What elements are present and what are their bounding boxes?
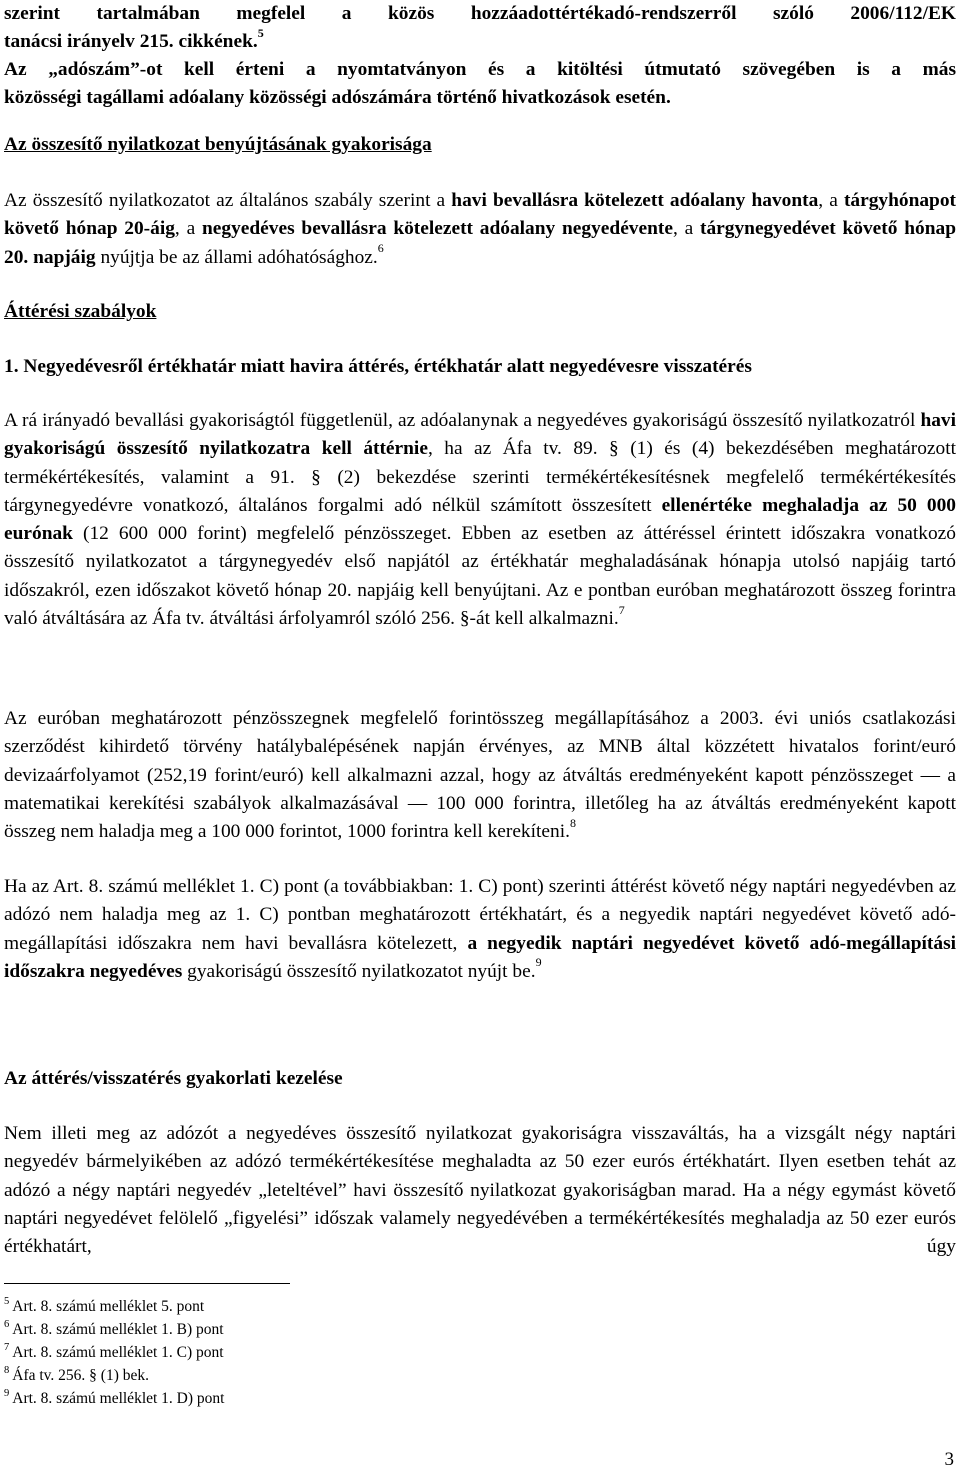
page-number: 3 xyxy=(944,1449,954,1470)
text-run: A rá irányadó bevallási gyakoriságtól függetlenül, az adóalanynak a negyedéves gyakoriságú összesítő nyilatkozatról xyxy=(4,410,921,431)
section-heading-frequency: Az összesítő nyilatkozat benyújtásának gyakorisága xyxy=(4,134,432,155)
footnote-number: 7 xyxy=(4,1341,10,1353)
practice-paragraph: Nem illeti meg az adózót a negyedéves összesítő nyilatkozat gyakoriságra visszaváltás, ha a vizsgált négy naptári negyedév bármelyikében az adózó termékértékesítése meghaladta az 50 ezer eurós értékhatárt. Ilyen esetben tehát az adózó a négy naptári negyedév „leteltével” havi összesítő nyilatkozat gyakoriságban marad. Ha a négy egymást követő naptári negyedévet felölelő „figyelési” időszak valamely negyedévében a termékértékesítés meghaladja az 50 ezer eurós értékhatárt, úgy xyxy=(4,1123,956,1258)
footnote-ref: 9 xyxy=(535,955,542,970)
intro-line xyxy=(4,25,956,56)
text-run: Az összesítő nyilatkozatot az általános szabály szerint a xyxy=(4,190,452,211)
footnote-text: Art. 8. számú melléklet 1. D) pont xyxy=(12,1390,225,1407)
intro-block xyxy=(4,0,956,112)
text-run: Az euróban meghatározott pénzösszegnek megfelelő forintösszeg megállapításához a 2003. évi uniós csatlakozási szerződést kihirdető törvény hatálybalépésének napján érvényes, az MNB által közzétett hivatalos forint/euró devizaárfolyamot (252,19 forint/euró) kell alkalmazni azzal, hogy az átváltás eredményeként kapott pénzösszeget — a matematikai kerekítési szabályok alkalmazásával — 100 000 forintra, illetőleg ha az átváltás eredményeként kapott összeg nem haladja meg a 100 000 forintot, 1000 forintra kell kerekíteni. xyxy=(4,708,956,843)
text-run: nyújtja be az állami adóhatósághoz. xyxy=(95,246,378,268)
bold-run: tárgynegyedévet követő hónap 20. napjáig xyxy=(4,218,956,268)
bold-run: ellenértéke meghaladja az 50 000 eurónak xyxy=(4,494,957,545)
text-run: gyakoriságú összesítő nyilatkozatot nyújt be. xyxy=(182,960,536,982)
section-heading-transition: Áttérési szabályok xyxy=(4,301,157,322)
footnote-ref: 5 xyxy=(257,25,264,40)
text-run: (12 600 000 forint) megfelelő pénzösszeget. Ebben az esetben az áttéréssel érintett időszakra vonatkozó összesítő nyilatkozatot a tárgynegyedév első napjától az értékhatár meghaladásának hónapja utolsó napjáig tartó időszakról, ezen időszakot követő hónap 20. napjáig kell benyújtani. Az e pontban euróban meghatározott összeg forintra való átváltására az Áfa tv. átváltási árfolyamról szóló 256. §-át kell alkalmazni. xyxy=(4,523,956,630)
intro-line-text: tanácsi irányelv 215. cikkének. xyxy=(4,31,258,52)
footnote-text: Áfa tv. 256. § (1) bek. xyxy=(12,1367,149,1384)
text-run: , a xyxy=(818,190,844,211)
footnote-number: 8 xyxy=(4,1364,10,1376)
footnote-text: Art. 8. számú melléklet 1. B) pont xyxy=(12,1321,224,1338)
frequency-paragraph xyxy=(4,187,956,272)
footnote xyxy=(4,1341,224,1362)
intro-line: közösségi tagállami adóalany közösségi adószámára történő hivatkozások esetén. xyxy=(4,87,671,108)
subheading-transition-1: 1. Negyedévesről értékhatár miatt havira áttérés, értékhatár alatt negyedévesre visszatérés xyxy=(4,356,752,377)
section-heading-practice: Az áttérés/visszatérés gyakorlati kezelése xyxy=(4,1068,343,1089)
footnote xyxy=(4,1318,224,1339)
footnote-text: Art. 8. számú melléklet 5. pont xyxy=(12,1298,205,1315)
text-run: , a xyxy=(672,218,701,240)
bold-run: negyedéves bevallásra kötelezett adóalany negyedévente xyxy=(201,218,673,240)
bold-run: havi gyakoriságú összesítő nyilatkozatra kell áttérnie xyxy=(4,410,956,460)
text-run: , a xyxy=(174,218,202,240)
footnote-ref: 8 xyxy=(569,815,576,830)
footnote-ref: 6 xyxy=(377,241,384,256)
footnote-number: 5 xyxy=(4,1295,10,1307)
footnote xyxy=(4,1387,225,1408)
transition-paragraph-1 xyxy=(4,407,956,633)
footnote-number: 6 xyxy=(4,1318,10,1330)
bold-run: a negyedik naptári negyedévet követő adó-megállapítási időszakra negyedéves xyxy=(4,932,957,982)
footnote xyxy=(4,1364,149,1385)
bold-run: tárgyhónapot követő hónap 20-áig xyxy=(4,190,956,240)
text-run: , ha az Áfa tv. 89. § (1) és (4) bekezdésében meghatározott termékértékesítés, valamint a 91. § (2) bekezdése szerinti termékértékesítésnek megfelelő termékértékesítés tárgynegyedévre vonatkozó, általános forgalmi adó nélkül számított összesített xyxy=(4,438,956,516)
intro-line: Az „adószám”-ot kell érteni a nyomtatványon és a kitöltési útmutató szövegében is a más xyxy=(4,59,956,80)
text-run: Ha az Art. 8. számú melléklet 1. C) pont (a továbbiakban: 1. C) pont) szerinti áttérést követő négy naptári negyedévben az adózó nem haladja meg az 1. C) pontban meghatározott értékhatárt, és a negyedik naptári negyedévet követő adó-megállapítási időszakra nem havi bevallásra kötelezett, xyxy=(4,876,956,954)
bold-run: havi bevallásra kötelezett adóalany havonta xyxy=(451,190,819,211)
footnote-text: Art. 8. számú melléklet 1. C) pont xyxy=(12,1344,224,1361)
intro-line: szerint tartalmában megfelel a közös hozzáadottértékadó-rendszerről szóló 2006/112/EK xyxy=(4,3,956,24)
transition-paragraph-3 xyxy=(4,873,956,986)
footnote-number: 9 xyxy=(4,1387,10,1399)
footnote xyxy=(4,1295,205,1316)
footnote-ref: 7 xyxy=(618,602,625,617)
footnote-separator xyxy=(4,1283,290,1284)
transition-paragraph-2 xyxy=(4,705,956,846)
